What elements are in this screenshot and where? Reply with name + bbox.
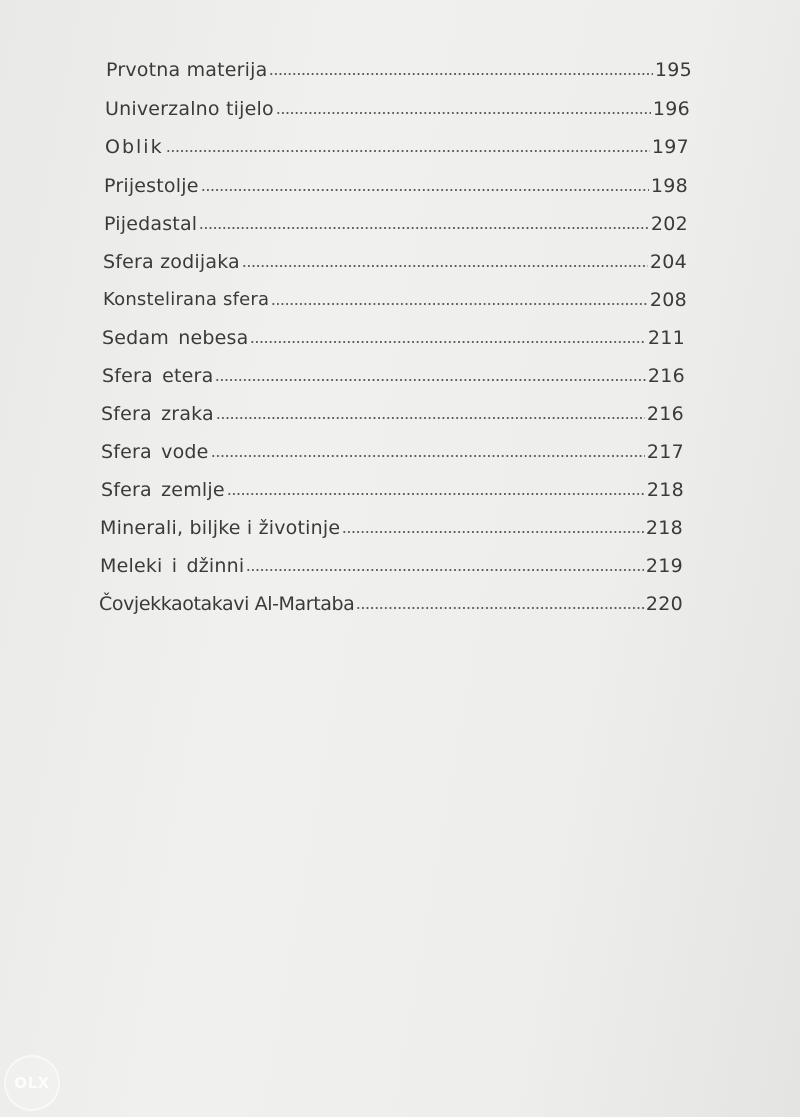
toc-dot-leader: [276, 110, 651, 116]
toc-entry: [104, 202, 688, 236]
toc-entry-page: 216: [646, 403, 684, 425]
toc-dot-leader: [199, 225, 649, 231]
toc-dot-leader: [250, 339, 645, 345]
toc-entry-page: 197: [651, 136, 689, 158]
toc-entry-page: 208: [649, 289, 687, 311]
toc-entry: [101, 468, 684, 502]
toc-entry: [101, 430, 684, 464]
toc-entry: [102, 354, 685, 388]
toc-dot-leader: [242, 263, 648, 269]
toc-entry-title: Sedam nebesa: [102, 327, 249, 349]
toc-entry-title: Univerzalno tijelo: [105, 98, 274, 120]
toc-entry-page: 218: [645, 517, 683, 539]
toc-entry-page: 216: [647, 365, 685, 387]
toc-entry-title: Pijedastal: [104, 213, 198, 235]
toc-dot-leader: [201, 187, 649, 193]
toc-dot-leader: [342, 529, 644, 535]
toc-entry: [105, 125, 689, 159]
toc-dot-leader: [216, 415, 645, 421]
toc-entry: [103, 278, 687, 312]
toc-dot-leader: [211, 453, 645, 459]
toc-entry-page: 217: [646, 441, 684, 463]
toc-entry-title: Sfera vode: [101, 441, 209, 463]
toc-entry-page: 196: [652, 98, 690, 120]
toc-dot-leader: [271, 301, 648, 307]
toc-dot-leader: [215, 377, 645, 383]
toc-entry-title: Čovjekkaotakavi Al-Martaba: [99, 593, 355, 615]
toc-entry: [101, 392, 684, 426]
toc-entry: [102, 316, 685, 350]
toc-entry-page: 219: [645, 555, 683, 577]
toc-entry-title: Sfera zodijaka: [103, 251, 240, 273]
toc-entry-page: 204: [649, 251, 687, 273]
toc-dot-leader: [227, 491, 645, 497]
toc-entry: [103, 240, 687, 274]
toc-entry: [99, 582, 683, 616]
toc-entry-title: Konstelirana sfera: [103, 289, 270, 310]
toc-entry-title: Sfera zemlje: [101, 479, 225, 501]
toc-entry-title: Prvotna materija: [106, 59, 268, 81]
toc-entry-page: 198: [650, 175, 688, 197]
olx-watermark-logo: [4, 1055, 60, 1111]
toc-entry: [104, 164, 688, 198]
olx-watermark-text: OLX: [14, 1074, 50, 1092]
toc-entry-page: 211: [647, 327, 685, 349]
toc-entry: [100, 506, 683, 540]
toc-entry: [106, 48, 692, 82]
toc-entry-title: Sfera zraka: [101, 403, 214, 425]
toc-entry: [100, 544, 683, 578]
toc-entry-title: Meleki i džinni: [100, 555, 245, 577]
toc-entry-title: Sfera etera: [102, 365, 214, 387]
toc-dot-leader: [356, 605, 643, 611]
toc-entry-page: 218: [646, 479, 684, 501]
toc-entry-title: Prijestolje: [104, 175, 199, 197]
toc-entry-title: Oblik: [105, 136, 164, 158]
toc-entry-page: 202: [650, 213, 688, 235]
toc-dot-leader: [246, 567, 643, 573]
toc-entry-title: Minerali, biljke i životinje: [100, 517, 341, 539]
toc-entry-page: 195: [654, 59, 692, 81]
toc-entry-page: 220: [645, 593, 683, 615]
toc-dot-leader: [269, 71, 652, 77]
toc-dot-leader: [166, 148, 650, 154]
toc-entry: [105, 87, 690, 121]
